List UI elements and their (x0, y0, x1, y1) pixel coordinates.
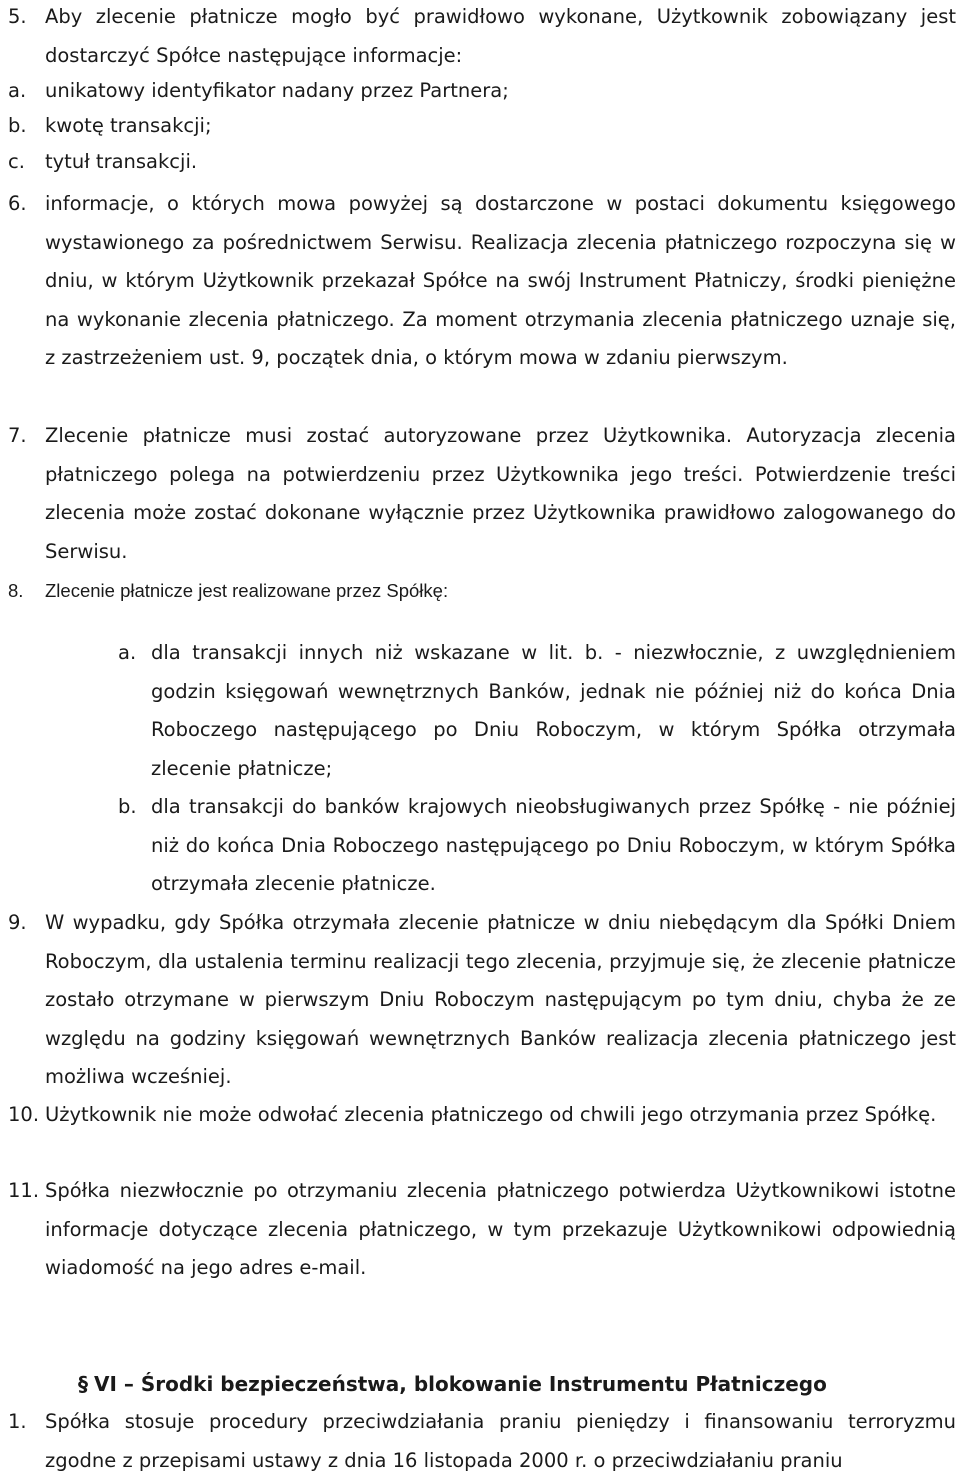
list-item (8, 1403, 956, 1480)
item-number: 7. (8, 424, 27, 447)
item-number: a. (8, 79, 27, 102)
section-title: VI – Środki bezpieczeństwa, blokowanie Instrumentu Płatniczego (94, 1372, 827, 1396)
item-number: 8. (8, 580, 24, 601)
item-number: b. (118, 795, 137, 818)
item-number: c. (8, 150, 25, 173)
item-number: b. (8, 114, 27, 137)
item-number: 11. (8, 1179, 40, 1202)
list-item (118, 788, 956, 904)
list-item (8, 904, 956, 1097)
item-text: Użytkownik nie może odwołać zlecenia płatniczego od chwili jego otrzymania przez Spółkę. (45, 1103, 937, 1126)
item-text: dla transakcji innych niż wskazane w lit. b. - niezwłocznie, z uwzględnieniem godzin księgowań wewnętrznych Banków, jednak nie później niż do końca Dnia Roboczego następującego po Dniu Roboczym, w którym Spółka otrzymała zlecenie płatnicze; (151, 641, 956, 780)
item-text: unikatowy identyfikator nadany przez Partnera; (45, 79, 509, 102)
item-text: tytuł transakcji. (45, 150, 198, 173)
item-number: 5. (8, 5, 27, 28)
list-item (8, 572, 956, 611)
list-item (8, 185, 956, 378)
item-text: Zlecenie płatnicze jest realizowane przez Spółkę: (45, 580, 449, 601)
section-heading (78, 1366, 827, 1402)
item-number: 1. (8, 1410, 27, 1433)
item-text: Zlecenie płatnicze musi zostać autoryzowane przez Użytkownika. Autoryzacja zlecenia płatniczego polega na potwierdzeniu przez Użytkownika jego treści. Potwierdzenie treści zlecenia może zostać dokonane wyłącznie przez Użytkownika prawidłowo zalogowanego do Serwisu. (45, 424, 956, 563)
item-text: Spółka niezwłocznie po otrzymaniu zlecenia płatniczego potwierdza Użytkownikowi istotne informacje dotyczące zlecenia płatniczego, w tym przekazuje Użytkownikowi odpowiednią wiadomość na jego adres e-mail. (45, 1179, 956, 1279)
list-item (8, 417, 956, 571)
item-text: Aby zlecenie płatnicze mogło być prawidłowo wykonane, Użytkownik zobowiązany jest dostarczyć Spółce następujące informacje: (45, 5, 956, 67)
item-text: W wypadku, gdy Spółka otrzymała zlecenie płatnicze w dniu niebędącym dla Spółki Dniem Roboczym, dla ustalenia terminu realizacji tego zlecenia, przyjmuje się, że zlecenie płatnicze zostało otrzymane w pierwszym Dniu Roboczym następującym po tym dniu, chyba że ze względu na godziny księgowań wewnętrznych Banków realizacja zlecenia płatniczego jest możliwa wcześniej. (45, 911, 956, 1088)
item-text: Spółka stosuje procedury przeciwdziałania praniu pieniędzy i finansowaniu terroryzmu zgodne z przepisami ustawy z dnia 16 listopada 2000 r. o przeciwdziałaniu praniu (45, 1410, 956, 1472)
list-item (118, 634, 956, 788)
item-text: kwotę transakcji; (45, 114, 212, 137)
section-sign: § (78, 1372, 88, 1396)
list-item (8, 143, 956, 182)
item-number: 9. (8, 911, 27, 934)
list-item (8, 107, 956, 146)
item-number: a. (118, 641, 137, 664)
item-number: 10. (8, 1103, 40, 1126)
item-text: dla transakcji do banków krajowych nieobsługiwanych przez Spółkę - nie później niż do końca Dnia Roboczego następującego po Dniu Roboczym, w którym Spółka otrzymała zlecenie płatnicze. (151, 795, 956, 895)
list-item (8, 0, 956, 75)
item-text: informacje, o których mowa powyżej są dostarczone w postaci dokumentu księgowego wystawionego za pośrednictwem Serwisu. Realizacja zlecenia płatniczego rozpoczyna się w dniu, w którym Użytkownik przekazał Spółce na swój Instrument Płatniczy, środki pieniężne na wykonanie zlecenia płatniczego. Za moment otrzymania zlecenia płatniczego uznaje się, z zastrzeżeniem ust. 9, początek dnia, o którym mowa w zdaniu pierwszym. (45, 192, 956, 369)
list-item (8, 1096, 956, 1135)
list-item (8, 72, 956, 111)
item-number: 6. (8, 192, 27, 215)
list-item (8, 1172, 956, 1288)
